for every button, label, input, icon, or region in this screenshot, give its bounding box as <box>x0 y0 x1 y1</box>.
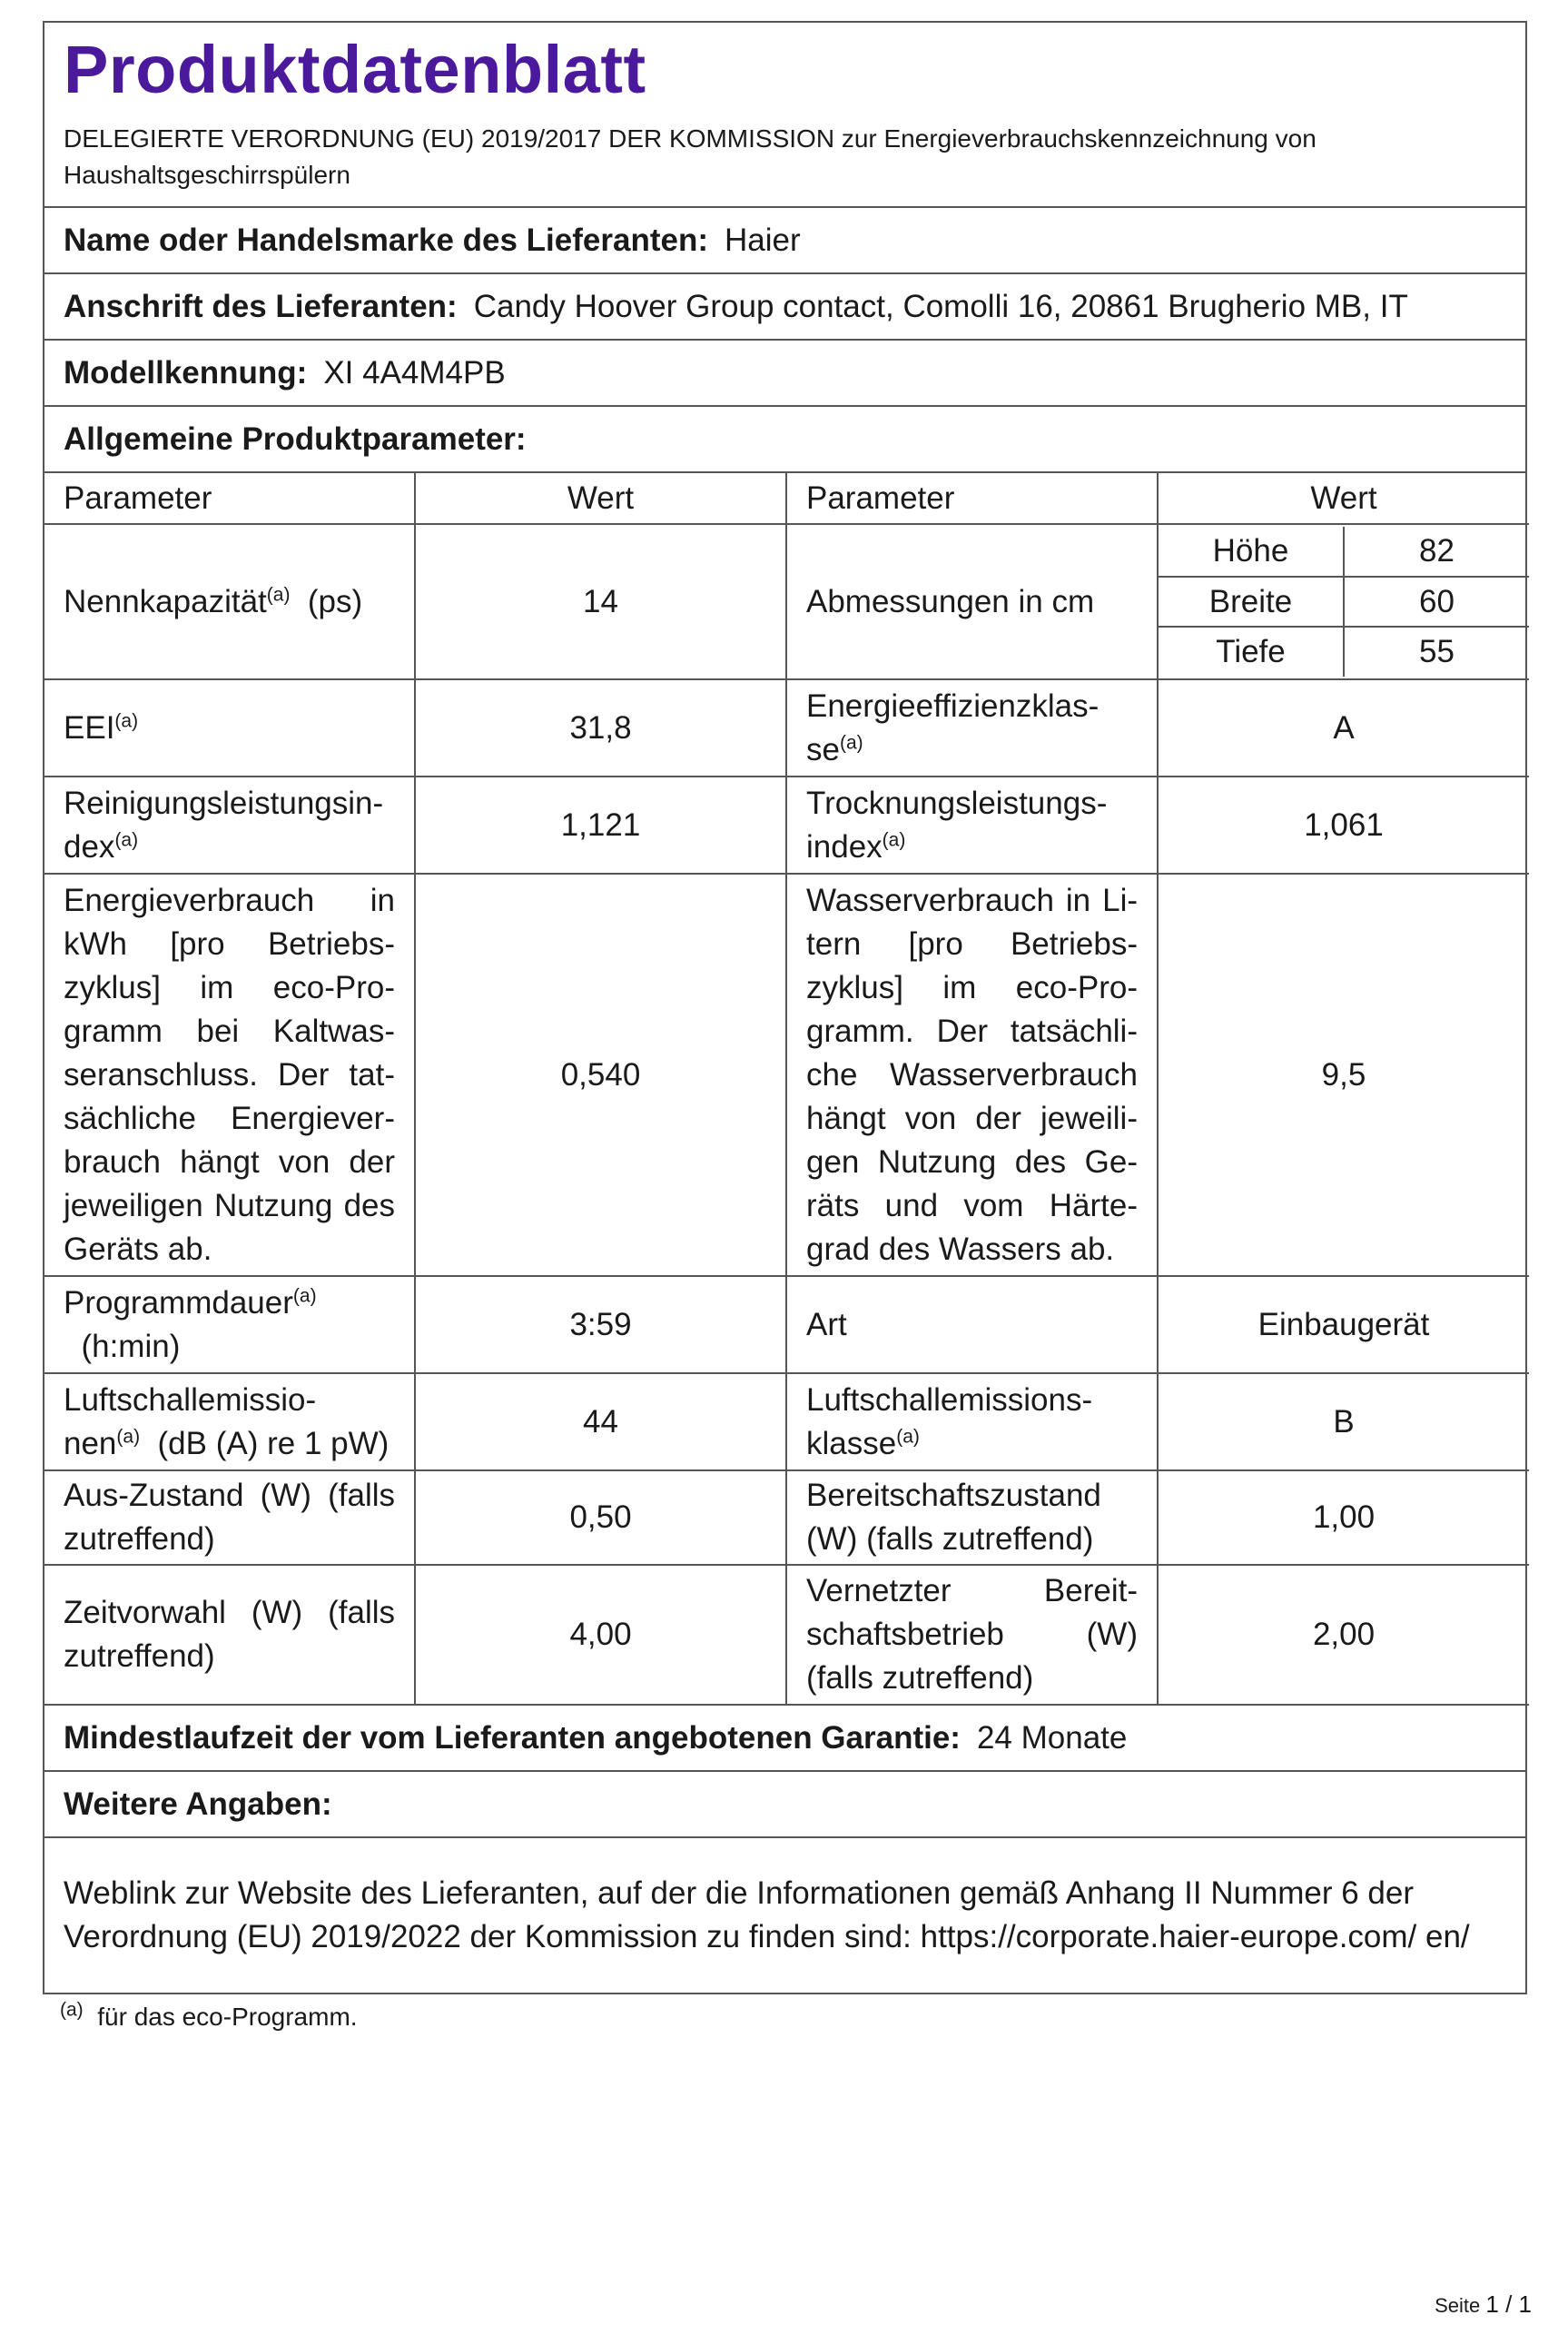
page-title: Produktdatenblatt <box>64 32 646 107</box>
table-row <box>44 1565 1529 1705</box>
value-noise-class: B <box>1158 1373 1529 1470</box>
general-params-row <box>44 407 1525 473</box>
value-energy-class: A <box>1158 679 1529 777</box>
header-value: Wert <box>415 473 786 524</box>
footnote-text: für das eco-Programm. <box>97 2003 358 2031</box>
table-row <box>44 874 1529 1276</box>
supplier-address-label: Anschrift des Lieferanten: <box>64 288 458 324</box>
dimension-value: 60 <box>1344 577 1529 627</box>
table-row <box>44 679 1529 777</box>
param-standby: Bereitschaftszustand (W) (falls zutreffend) <box>786 1470 1158 1565</box>
page-value: 1 / 1 <box>1485 2290 1532 2318</box>
param-networked-standby: Vernetzter Bereitschaftsbetrieb (W) (falls zutreffend) <box>786 1565 1158 1705</box>
param-off-mode: Aus-Zustand (W) (falls zutreffend) <box>44 1470 415 1565</box>
param-capacity: Nennkapazität$^{(a)}$ (ps) <box>44 524 415 679</box>
value-off-mode: 0,50 <box>415 1470 786 1565</box>
model-value: XI 4A4M4PB <box>323 354 506 391</box>
title-block <box>44 23 1525 208</box>
value-capacity: 14 <box>415 524 786 679</box>
supplier-name-label: Name oder Handelsmarke des Lieferanten: <box>64 222 708 258</box>
dimension-value: 82 <box>1344 527 1529 577</box>
supplier-name-value: Haier <box>724 222 801 258</box>
dimension-label: Breite <box>1159 577 1344 627</box>
supplier-address-value: Candy Hoover Group contact, Comolli 16, 20861 Brugherio MB, IT <box>473 288 1408 324</box>
param-noise-emission: Luftschallemissio- nen$^{(a)}$ (dB (A) re 1 pW) <box>44 1373 415 1470</box>
header-value: Wert <box>1158 473 1529 524</box>
value-noise-emission: 44 <box>415 1373 786 1470</box>
supplier-address-row <box>44 274 1525 341</box>
further-info-row <box>44 1772 1525 1838</box>
dimension-label: Tiefe <box>1159 627 1344 677</box>
param-drying-index: Trocknungsleistungs- index$^{(a)}$ <box>786 777 1158 874</box>
value-networked-standby: 2,00 <box>1158 1565 1529 1705</box>
value-standby: 1,00 <box>1158 1470 1529 1565</box>
param-program-duration: Programmdauer$^{(a)}$ (h:min) <box>44 1276 415 1373</box>
param-energy-consumption: Energieverbrauch in kWh [pro Betriebszyklus] im eco-Programm bei Kaltwasseranschluss. Der tatsächliche Energieverbrauch hängt von der jeweiligen Nutzung des Geräts ab. <box>44 874 415 1276</box>
supplier-name-row <box>44 208 1525 274</box>
weblink-row <box>44 1838 1525 1993</box>
guarantee-value: 24 Monate <box>976 1719 1128 1756</box>
further-info-label: Weitere Angaben: <box>64 1786 332 1822</box>
table-header-row <box>44 473 1529 524</box>
footnote <box>60 1999 358 2032</box>
footnote-mark: (a) <box>60 1999 84 2021</box>
param-noise-class: Luftschallemissions- klasse$^{(a)}$ <box>786 1373 1158 1470</box>
value-drying-index: 1,061 <box>1158 777 1529 874</box>
model-row <box>44 341 1525 407</box>
dimensions-table <box>1159 527 1529 677</box>
table-row <box>44 524 1529 679</box>
dimension-value: 55 <box>1419 634 1455 669</box>
header-parameter: Parameter <box>786 473 1158 524</box>
value-energy-consumption: 0,540 <box>415 874 786 1276</box>
value-type: Einbaugerät <box>1158 1276 1529 1373</box>
param-eei: EEI$^{(a)}$ <box>44 679 415 777</box>
value-cleaning-index: 1,121 <box>415 777 786 874</box>
dimension-row <box>1159 527 1529 577</box>
dimension-label: Höhe <box>1159 527 1344 577</box>
dimension-row <box>1159 627 1529 677</box>
table-row <box>44 1373 1529 1470</box>
guarantee-row <box>44 1706 1525 1772</box>
param-dimensions: Abmessungen in cm <box>786 524 1158 679</box>
table-row <box>44 1276 1529 1373</box>
value-delay-start: 4,00 <box>415 1565 786 1705</box>
model-label: Modellkennung: <box>64 354 308 391</box>
guarantee-label: Mindestlaufzeit der vom Lieferanten angebotenen Garantie: <box>64 1719 961 1756</box>
dimension-row <box>1159 577 1529 627</box>
general-params-label: Allgemeine Produktparameter: <box>64 420 527 457</box>
value-program-duration: 3:59 <box>415 1276 786 1373</box>
table-row <box>44 1470 1529 1565</box>
param-energy-class: Energieeffizienzklas- $se^{(a)}$ <box>786 679 1158 777</box>
param-type: Art <box>786 1276 1158 1373</box>
header-parameter: Parameter <box>44 473 415 524</box>
dimensions-cell <box>1158 524 1529 679</box>
parameter-table <box>44 473 1529 1706</box>
param-water-consumption: Wasserverbrauch in Litern [pro Betriebszyklus] im eco-Programm. Der tatsächliche Wasserverbrauch hängt von der jeweiligen Nutzung des Geräts und vom Härtegrad des Wassers ab. <box>786 874 1158 1276</box>
product-data-sheet <box>43 21 1527 1994</box>
regulation-subtitle: DELEGIERTE VERORDNUNG (EU) 2019/2017 DER KOMMISSION zur Energieverbrauchskennzeichnung von Haushaltsgeschirrspülern <box>64 124 1317 189</box>
param-cleaning-index: Reinigungsleistungsin- dex$^{(a)}$ <box>44 777 415 874</box>
param-delay-start: Zeitvorwahl (W) (falls zutreffend) <box>44 1565 415 1705</box>
weblink-text: Weblink zur Website des Lieferanten, auf der die Informationen gemäß Anhang II Nummer 6 der Verordnung (EU) 2019/2022 der Kommission zu finden sind: https://corporate.haier-europe.com/ en/ <box>64 1875 1470 1954</box>
table-row <box>44 777 1529 874</box>
value-eei: 31,8 <box>415 679 786 777</box>
page-label: Seite <box>1435 2294 1481 2317</box>
page-number <box>1435 2290 1532 2319</box>
value-water-consumption: 9,5 <box>1158 874 1529 1276</box>
